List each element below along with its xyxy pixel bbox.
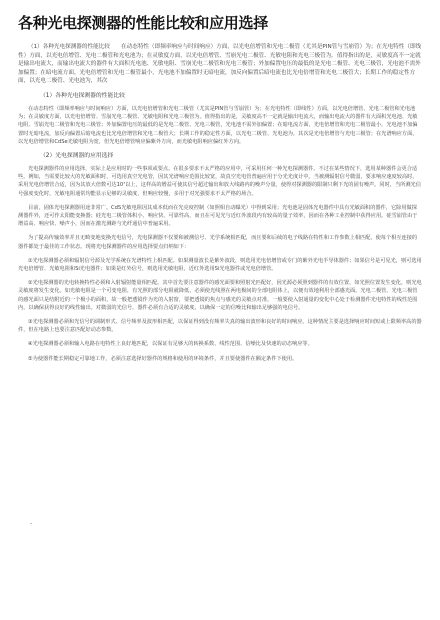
list-item: ④光电探测器必须和输入电路在电特性上良好地匹配，以保证有足够大的转换系数、线性范围、信噪比及快速的动态响应等。 <box>28 341 313 348</box>
list-item: ⑤为使器件能长期稳定可靠地工作，必须注意选择好器件的规格和使用的环境条件，并且要使器件在额定条件下使用。 <box>28 355 298 362</box>
page-mark: · <box>30 520 33 528</box>
list-item: ②光电探测器的光电转换特性必须和入射辐射能量相匹配。其中首先要注意器件的感光面要和照射光匹配好，因光源必须照到器件的有效位置，如光照位置发生变化，则光电灵敏度将发生变化。如光敏电阻是一个可变电阻，有光照的部分电阻就降低，必须使光线照在两电极间的全部电阻体上，以便有效地利用全部感光面。光电二极管、光电三极管的感光面只是结附近的一个极小的面积，故一般把透镜作为光的入射窗，要把透镜的焦点与感光的灵敏点对准。一般要使入射通量的变化中心处于检测器件光电特性的线性范围内，以确保获得良好的线性输出。对微弱的光信号，器件必须有合适的灵敏度，以确保一定的信噪比和输出足够强的电信号。 <box>18 280 422 311</box>
list-item: ①光电探测器必须和辐射信号源及光学系统在光谱特性上相匹配。如果测量波长是紫外波段，则选用光电倍增管或专门的紫外光电半导体器件；如果信号是可见光，则可选用光电倍增管、光敏电阻和Si光电器件；如果是红外信号，则选用光敏电阻，近红外选用Si光电器件或光电倍增管。 <box>18 257 422 273</box>
paragraph: 光电探测器件的应用选择，实际上是应用时的一些事项或要点。在很多要求不太严格的应用中，可采用任何一种光电探测器件。不过在某些情况下，选用某种器件会更合适些。例如，当需要比较大的光敏面积时，可选用真空光电管，因其光谱响应范围比较宽，故真空光电管普遍应用于分光光度计中。当被测辐射信号微弱，要求响应速度较高时，采用光电倍增管合适，因为其放大倍数可达10⁷以上，这样高的增益可使其信号超过输出和放大线路内的噪声分量，使得对探测器的限制只剩下光的固有噪声。同时，当所测光信号强度变化时，光敏电阻通常均能显示足够的灵敏度，但响应较慢，多用于对光强要求不太严格的场合。 <box>18 165 421 197</box>
intro-paragraph: （1）各种光电探测器的性能比较 在动态特性（即频率响应与时间响应）方面，以光电倍增管和光电二极管（尤其是PIN管与雪崩管）为；在光电特性（即线性）方面，以光电倍增管、光电二极管和光电池为；在灵敏度方面，以光电倍增管、雪崩光电二极管、光敏电阻和光电三极管为。值得指出的是，灵敏度高不一定就是输出电流大，而输出电流大的器件有大面积光电池、光敏电阻、雪崩光电二极管和光电三极管；外加偏置电压的最低的是光电二极管、光电三极管，光电池不需外加偏置；在暗电流方面，光电倍增管和光电二极管最小，光电池不加偏置时无暗电流，加反向偏置后暗电流也比光电倍增管和光电二极管大；长期工作的稳定性方面，以光电二极管、光电池为，其次 <box>18 44 422 85</box>
paragraph: 在动态特性（即频率响应与时间响应）方面，以光电倍增管和光电二极管（尤其是PIN管与雪崩管）为；在光电特性（即线性）方面，以光电倍增管、光电二极管和光电池为；在灵敏度方面，以光电倍增管、雪崩光电二极管、光敏电阻和光电三极管为。值得指出的是，灵敏度高不一定就是输出电流大，而输出电流大的器件有大面积光电池、光敏电阻、雪崩光电二极管和光电三极管；外加偏置电压的最低的是光电二极管、光电三极管，光电池不需外加偏置；在暗电流方面，光电倍增管和光电二极管最小，光电池不加偏置时无暗电流，加反向偏置后暗电流也比光电倍增管和光电二极管大；长期工作的稳定性方面，以光电二极管、光电池为，其次是光电倍增管与光电三极管；在光谱响应方面，以光电倍增管和CdSe光敏电阻为宽，但光电倍增管响应偏紫外方向，而光敏电阻响应偏红外方向。 <box>18 105 418 145</box>
paragraph: 为了提高传输效率并且无畸变地变换光电信号，光电探测器不仅要和被测信号、光学系统相匹配，而且要和后续的电子线路在特性和工作参数上相匹配，使每个相互连接的器件都处于最佳的工作状态。现将光电探测器件的应用选择要点归纳如下： <box>18 235 418 250</box>
page-title: 各种光电探测器的性能比较和应用选择 <box>18 14 268 32</box>
list-item: ③光电探测器必须和光信号的调制形式、信号频率及波形相匹配，以保证得到没有频率失真的输出波形和良好的时间响应。这种情况主要是选择响应时间短或上限频率高的器件，但在电路上也要注意匹配好动态参数。 <box>18 319 422 334</box>
section-heading: （1）各种光电探测器的性能比较 <box>40 92 125 99</box>
section-heading: （2）光电探测器的应用选择 <box>40 152 114 159</box>
paragraph: 目前，固体光电探测器用途非常广。CdS光敏电阻因其成本低而在光亮度控制（如照相自动曝光）中得到采用；光电池是固体光电器件中具有光敏面积的器件，它除用做探测器件外，还可作太阳能变换器；硅光电二极管体积小、响应快、可靠性高，而且在可见光与近红外波段内有较高的量子效率，因而在各种工业控制中获得应用。硅雪崩管由于增益高、响应快、噪声小，因而在激光测距与光纤通信中普遍采用。 <box>18 204 418 228</box>
